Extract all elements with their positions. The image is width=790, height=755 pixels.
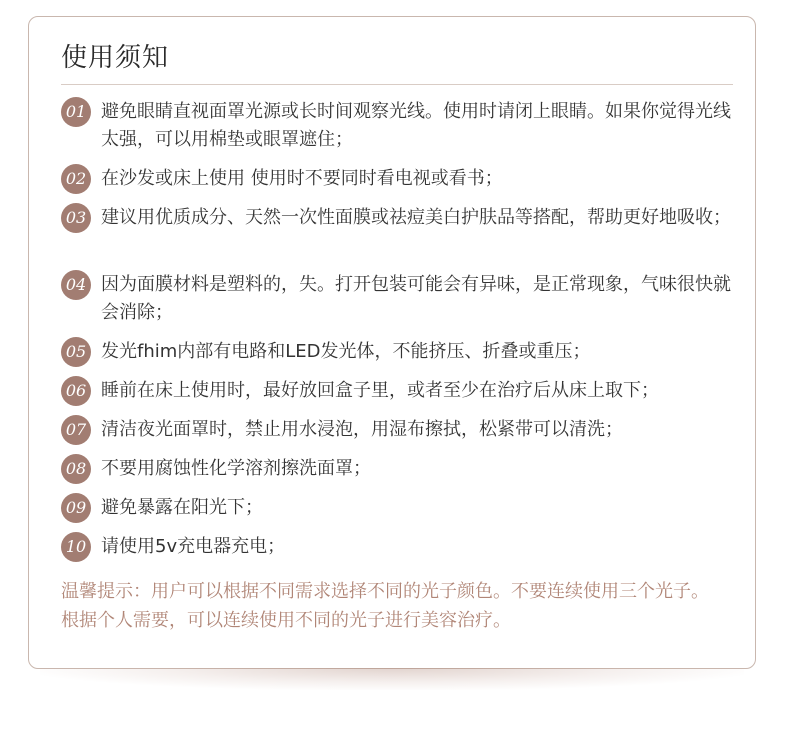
list-item (61, 97, 745, 153)
notice-card (28, 16, 756, 669)
page-title: 使用须知 (61, 43, 170, 73)
item-text: 睡前在床上使用时，最好放回盒子里，或者至少在治疗后从床上取下； (101, 380, 659, 401)
number-badge: 05 (61, 337, 91, 367)
item-text: 不要用腐蚀性化学溶剂擦洗面罩； (101, 458, 371, 479)
list-item (61, 376, 745, 404)
notice-list (61, 97, 745, 571)
number-badge: 07 (61, 415, 91, 445)
item-text: 建议用优质成分、天然一次性面膜或祛痘美白护肤品等搭配，帮助更好地吸收； (101, 207, 731, 228)
card-shadow (40, 668, 744, 690)
warm-tip: 温馨提示：用户可以根据不同需求选择不同的光子颜色。不要连续使用三个光子。根据个人需要，可以连续使用不同的光子进行美容治疗。 (61, 581, 709, 631)
number-badge: 04 (61, 270, 91, 300)
list-item (61, 270, 745, 326)
list-item (61, 337, 745, 365)
list-item (61, 493, 745, 521)
item-text: 发光fhim内部有电路和LED发光体，不能挤压、折叠或重压； (101, 341, 591, 362)
list-item (61, 164, 745, 192)
item-text: 在沙发或床上使用 使用时不要同时看电视或看书； (101, 168, 503, 189)
number-badge: 09 (61, 493, 91, 523)
list-item (61, 532, 745, 560)
item-text: 避免暴露在阳光下； (101, 497, 263, 518)
item-text: 清洁夜光面罩时，禁止用水浸泡，用湿布擦拭，松紧带可以清洗； (101, 419, 623, 440)
number-badge: 10 (61, 532, 91, 562)
item-text: 避免眼睛直视面罩光源或长时间观察光线。使用时请闭上眼睛。如果你觉得光线太强，可以用棉垫或眼罩遮住； (101, 101, 731, 150)
number-badge: 01 (61, 97, 91, 127)
item-text: 请使用5v充电器充电； (101, 536, 286, 557)
list-item (61, 454, 745, 482)
number-badge: 08 (61, 454, 91, 484)
item-text: 因为面膜材料是塑料的，失。打开包装可能会有异味，是正常现象，气味很快就会消除； (101, 274, 731, 323)
number-badge: 02 (61, 164, 91, 194)
list-item (61, 415, 745, 443)
number-badge: 03 (61, 203, 91, 233)
title-divider (61, 84, 733, 85)
number-badge: 06 (61, 376, 91, 406)
list-item (61, 203, 745, 259)
